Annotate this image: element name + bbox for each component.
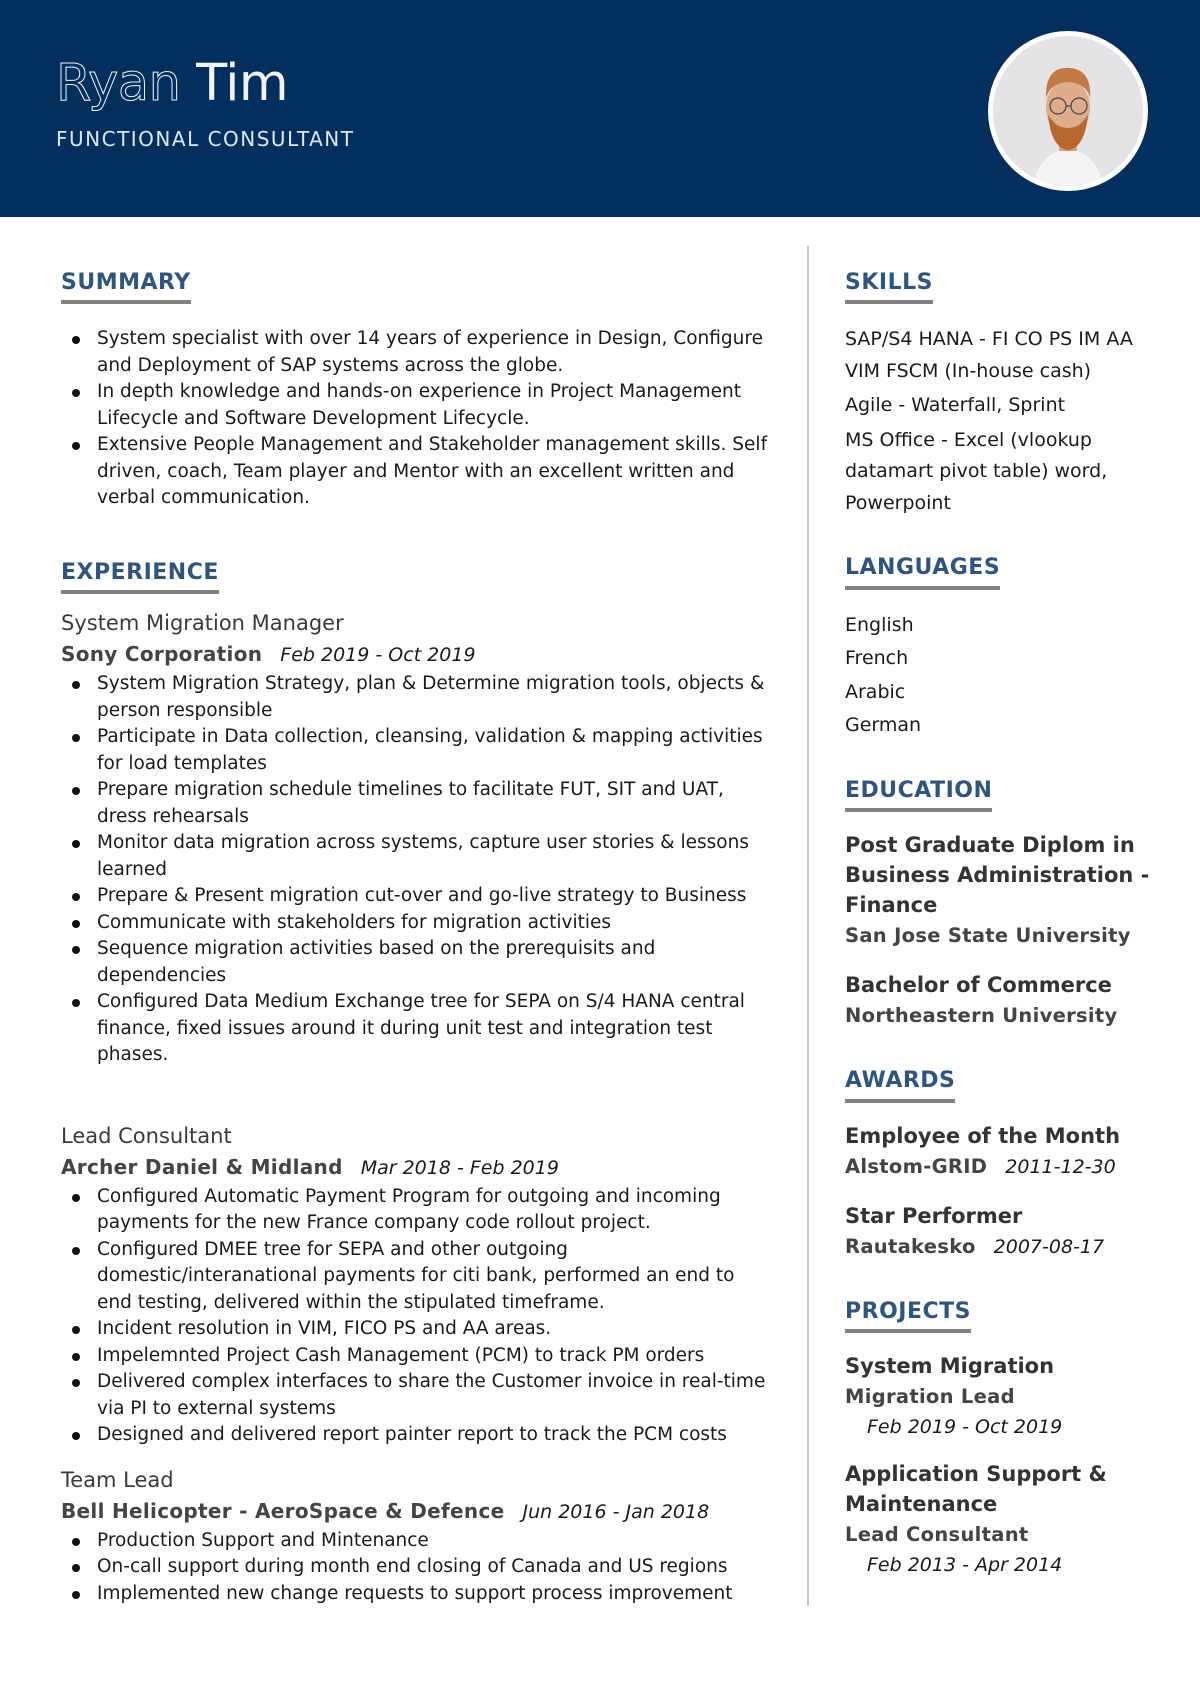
project-dates: Feb 2013 - Apr 2014	[867, 1553, 1063, 1576]
job-entry	[61, 1465, 771, 1608]
job-entry	[61, 1121, 771, 1449]
list-item: Sequence migration activities based on the prerequisits and dependencies	[61, 936, 771, 989]
company-name: Sony Corporation	[61, 642, 263, 667]
list-item: Configured Data Medium Exchange tree for SEPA on S/4 HANA central finance, fixed issues around it during unit test and integration test phases.	[61, 989, 771, 1069]
education-entry	[845, 830, 1165, 952]
skill-item: SAP/S4 HANA - FI CO PS IM AA VIM FSCM (In-house cash)	[845, 328, 1133, 382]
column-divider	[807, 246, 809, 1606]
first-name: Ryan	[56, 54, 181, 113]
project-name: Application Support & Maintenance	[845, 1461, 1107, 1516]
resume-header	[0, 0, 1200, 217]
skills-section	[845, 270, 1165, 519]
list-item: Impelemnted Project Cash Management (PCM) to track PM orders	[61, 1343, 771, 1370]
experience-section	[61, 560, 771, 1607]
summary-section	[61, 270, 771, 512]
degree: Bachelor of Commerce	[845, 973, 1112, 998]
company-name: Bell Helicopter - AeroSpace & Defence	[61, 1498, 505, 1523]
section-heading: PROJECTS	[845, 1299, 971, 1333]
list-item: On-call support during month end closing of Canada and US regions	[61, 1554, 771, 1581]
main-column	[61, 270, 771, 1643]
person-portrait-icon	[993, 36, 1143, 186]
list-item: System specialist with over 14 years of experience in Design, Configure and Deployment of SAP systems across the globe.	[61, 326, 771, 379]
list-item: Configured DMEE tree for SEPA and other outgoing domestic/interanational payments for citi bank, performed an end to end testing, delivered within the stipulated timeframe.	[61, 1237, 771, 1317]
project-dates: Feb 2019 - Oct 2019	[867, 1415, 1063, 1438]
school: San Jose State University	[845, 924, 1131, 948]
section-heading: SKILLS	[845, 270, 933, 304]
list-item: Prepare & Present migration cut-over and go-live strategy to Business	[61, 883, 771, 910]
project-role: Migration Lead	[845, 1384, 1015, 1408]
position-title: System Migration Manager	[61, 611, 344, 636]
job-dates: Feb 2019 - Oct 2019	[280, 644, 476, 667]
language-item: English	[845, 613, 914, 636]
list-item: Participate in Data collection, cleansing, validation & mapping activities for load templates	[61, 724, 771, 777]
language-item: French	[845, 647, 909, 670]
section-heading: EDUCATION	[845, 778, 992, 812]
job-meta	[61, 1495, 771, 1528]
list-item: Delivered complex interfaces to share the Customer invoice in real-time via PI to external systems	[61, 1369, 771, 1422]
list-item: Implemented new change requests to support process improvement	[61, 1581, 771, 1608]
section-heading: LANGUAGES	[845, 555, 1000, 589]
list-item: Production Support and Mintenance	[61, 1528, 771, 1555]
award-title: Employee of the Month	[845, 1123, 1121, 1148]
project-entry	[845, 1351, 1165, 1441]
job-meta	[61, 638, 771, 671]
project-entry	[845, 1459, 1165, 1579]
position-title: Team Lead	[61, 1467, 174, 1492]
section-heading: SUMMARY	[61, 270, 191, 304]
summary-list	[61, 326, 771, 512]
job-title: FUNCTIONAL CONSULTANT	[56, 127, 355, 151]
degree: Post Graduate Diplom in Business Administration - Finance	[845, 833, 1150, 918]
award-org: Rautakesko	[845, 1234, 976, 1258]
languages-section	[845, 555, 1165, 741]
skill-item: Agile - Waterfall, Sprint	[845, 394, 1066, 417]
list-item: In depth knowledge and hands-on experience in Project Management Lifecycle and Software Development Lifecycle.	[61, 379, 771, 432]
company-name: Archer Daniel & Midland	[61, 1154, 343, 1179]
skill-item: MS Office - Excel (vlookup datamart pivot table) word, Powerpoint	[845, 428, 1108, 514]
job-bullets	[61, 1528, 771, 1608]
last-name: Tim	[196, 54, 289, 113]
list-item: Communicate with stakeholders for migration activities	[61, 910, 771, 937]
award-meta	[845, 1151, 1165, 1183]
award-org: Alstom-GRID	[845, 1154, 988, 1178]
sidebar-column	[845, 270, 1165, 1615]
projects-section	[845, 1299, 1165, 1579]
school: Northeastern University	[845, 1004, 1118, 1028]
award-title: Star Performer	[845, 1203, 1023, 1228]
job-meta	[61, 1151, 771, 1184]
awards-section	[845, 1068, 1165, 1262]
project-name: System Migration	[845, 1353, 1055, 1378]
candidate-name	[56, 54, 289, 113]
job-dates: Jun 2016 - Jan 2018	[522, 1500, 710, 1523]
education-section	[845, 778, 1165, 1032]
list-item: Prepare migration schedule timelines to facilitate FUT, SIT and UAT, dress rehearsals	[61, 777, 771, 830]
language-item: Arabic	[845, 680, 906, 703]
list-item: Extensive People Management and Stakeholder management skills. Self driven, coach, Team player and Mentor with an excellent written and verbal communication.	[61, 432, 771, 512]
award-meta	[845, 1231, 1165, 1263]
education-entry	[845, 970, 1165, 1032]
list-item: Configured Automatic Payment Program for outgoing and incoming payments for the new France company code rollout project.	[61, 1184, 771, 1237]
profile-photo-icon	[993, 36, 1143, 186]
job-bullets	[61, 671, 771, 1069]
position-title: Lead Consultant	[61, 1123, 232, 1148]
language-item: German	[845, 714, 922, 737]
list-item: Monitor data migration across systems, capture user stories & lessons learned	[61, 830, 771, 883]
job-entry	[61, 608, 771, 1069]
award-date: 2011-12-30	[1005, 1155, 1116, 1178]
job-dates: Mar 2018 - Feb 2019	[360, 1156, 559, 1179]
avatar	[988, 31, 1148, 191]
award-entry	[845, 1121, 1165, 1183]
award-entry	[845, 1201, 1165, 1263]
project-role: Lead Consultant	[845, 1522, 1029, 1546]
award-date: 2007-08-17	[993, 1235, 1105, 1258]
section-heading: AWARDS	[845, 1068, 955, 1102]
job-bullets	[61, 1184, 771, 1449]
skills-list	[845, 324, 1165, 519]
languages-list	[845, 610, 1165, 742]
section-heading: EXPERIENCE	[61, 560, 219, 594]
list-item: Incident resolution in VIM, FICO PS and AA areas.	[61, 1316, 771, 1343]
list-item: Designed and delivered report painter report to track the PCM costs	[61, 1422, 771, 1449]
list-item: System Migration Strategy, plan & Determine migration tools, objects & person responsible	[61, 671, 771, 724]
